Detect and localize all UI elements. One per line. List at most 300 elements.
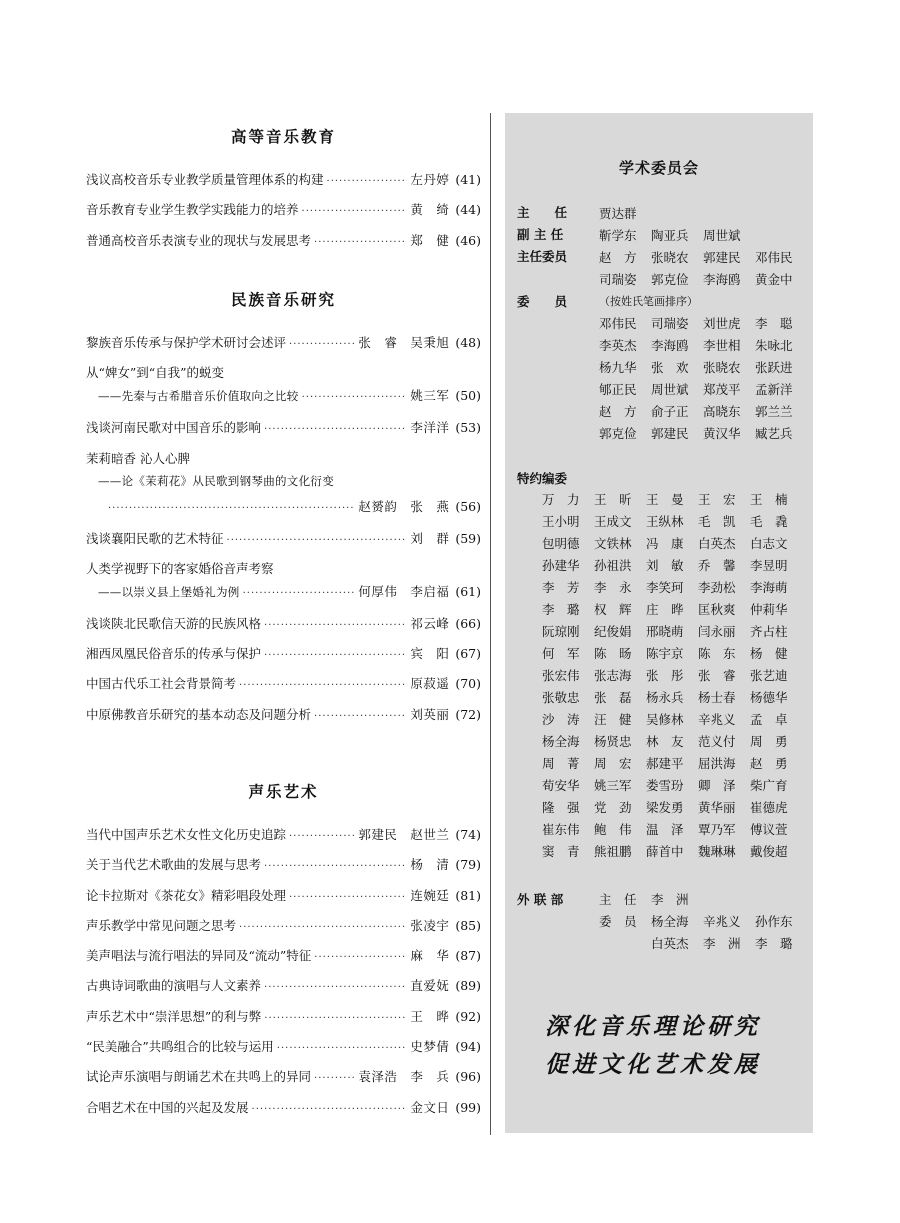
- person-name: 张 彤: [646, 668, 684, 683]
- academic-committee-panel: [505, 113, 813, 1133]
- person-name: 杨士春: [698, 690, 736, 705]
- person-name: 张 睿: [698, 668, 736, 683]
- toc-section: [86, 780, 481, 1128]
- name-row: [542, 489, 802, 511]
- toc-entry[interactable]: [86, 946, 481, 966]
- entry-page: (72): [455, 706, 481, 722]
- person-name: 李昱明: [750, 558, 788, 573]
- liaison-role: [599, 933, 651, 955]
- person-name: 靳学东: [599, 228, 637, 243]
- person-name: 郭建民: [651, 426, 689, 441]
- toc-entry-subtitle-line: [86, 582, 481, 602]
- leader-dots: [86, 501, 355, 517]
- person-name: 臧艺兵: [755, 426, 793, 441]
- person-name: 李海鸥: [703, 272, 741, 287]
- person-name: 姚三军: [594, 778, 632, 793]
- person-name: 林 友: [646, 734, 684, 749]
- toc-section: [86, 125, 481, 261]
- person-name: 傅议萱: [750, 822, 788, 837]
- role-label: 特约编委: [517, 471, 568, 486]
- leader-dots: [227, 533, 408, 549]
- entry-title: 浅谈河南民歌对中国音乐的影响: [86, 420, 262, 436]
- toc-entry[interactable]: [86, 1098, 481, 1118]
- name-row: [542, 621, 802, 643]
- leader-dots: [327, 174, 408, 190]
- person-name: 李 璐: [755, 936, 793, 951]
- toc-entry[interactable]: [86, 418, 481, 438]
- person-name: 周世斌: [651, 382, 689, 397]
- toc-entry[interactable]: [86, 333, 481, 353]
- entry-title: 茉莉暗香 沁人心脾: [86, 450, 190, 466]
- person-name: 万 力: [542, 492, 580, 507]
- toc-entry[interactable]: [86, 170, 481, 190]
- entry-page: (85): [455, 917, 481, 933]
- person-name: 李 永: [594, 580, 632, 595]
- entry-author: 郭建民 赵世兰: [358, 827, 450, 842]
- person-name: 魏琳琳: [698, 844, 736, 859]
- person-name: 司瑞姿: [599, 272, 637, 287]
- person-name: 陶亚兵: [651, 228, 689, 243]
- leader-dots: [243, 586, 356, 602]
- person-name: 何 军: [542, 646, 580, 661]
- members-row: [517, 291, 698, 313]
- entry-title: 音乐教育专业学生教学实践能力的培养: [86, 202, 299, 218]
- person-name: 王 昕: [594, 492, 632, 507]
- person-name: 庄 晔: [646, 602, 684, 617]
- person-name: 郑茂平: [703, 382, 741, 397]
- toc-entry[interactable]: [86, 1007, 481, 1027]
- toc-entry-subtitle-line: [86, 386, 481, 406]
- person-name: 陈 旸: [594, 646, 632, 661]
- name-row: [599, 357, 807, 379]
- toc-entry-subtitle-line: [86, 471, 481, 491]
- person-name: 柴广育: [750, 778, 788, 793]
- entry-title: 当代中国声乐艺术女性文化历史追踪: [86, 827, 287, 842]
- name-row: [542, 753, 802, 775]
- entry-author: 祁云峰: [410, 615, 450, 631]
- leader-dots: [314, 1071, 355, 1087]
- person-name: 齐占柱: [750, 624, 788, 639]
- entry-title: 普通高校音乐表演专业的现状与发展思考: [86, 232, 312, 248]
- person-name: 薛首中: [646, 844, 684, 859]
- person-name: 李 芳: [542, 580, 580, 595]
- name-row: [599, 335, 807, 357]
- person-name: 窦 青: [542, 844, 580, 859]
- entry-author: 姚三军: [410, 388, 450, 404]
- leader-dots: [289, 890, 407, 906]
- toc-entry[interactable]: [86, 886, 481, 906]
- person-name: 吴修林: [646, 712, 684, 727]
- person-name: 覃乃军: [698, 822, 736, 837]
- name-list: [599, 203, 809, 225]
- name-row: [599, 911, 807, 933]
- person-name: 权 辉: [594, 602, 632, 617]
- entry-title: 湘西凤凰民俗音乐的传承与保护: [86, 646, 262, 662]
- person-name: 李世相: [703, 338, 741, 353]
- entry-title: 浅议高校音乐专业教学质量管理体系的构建: [86, 172, 324, 187]
- entry-page: (56): [455, 498, 481, 514]
- entry-title: 声乐艺术中“崇洋思想”的利与弊: [86, 1008, 262, 1024]
- liaison-role: 委 员: [599, 914, 637, 929]
- name-row: [542, 555, 802, 577]
- person-name: 戴俊超: [750, 844, 788, 859]
- person-name: 王 楠: [750, 492, 788, 507]
- person-name: 崔东伟: [542, 822, 580, 837]
- entry-page: (92): [455, 1008, 481, 1024]
- section-title: 高等音乐教育: [230, 128, 336, 146]
- entry-page: (50): [455, 388, 481, 404]
- name-row: [599, 889, 807, 911]
- person-name: 赵 勇: [750, 756, 788, 771]
- person-name: 王成文: [594, 514, 632, 529]
- person-name: 刘 敏: [646, 558, 684, 573]
- name-row: [542, 709, 802, 731]
- person-name: 闫永丽: [698, 624, 736, 639]
- person-name: 郭兰兰: [755, 404, 793, 419]
- leader-dots: [239, 678, 407, 694]
- leader-dots: [302, 390, 408, 406]
- person-name: 张 欢: [651, 360, 689, 375]
- section-title: 声乐艺术: [248, 783, 319, 801]
- person-name: 张晓农: [703, 360, 741, 375]
- person-name: 李 洲: [703, 936, 741, 951]
- entry-author: 刘 群: [410, 530, 450, 546]
- toc-entry[interactable]: [86, 529, 481, 549]
- person-name: 李 洲: [651, 892, 689, 907]
- liaison-row: [517, 889, 599, 911]
- person-name: 白英杰: [651, 936, 689, 951]
- person-name: 梁发勇: [646, 800, 684, 815]
- leader-dots: [264, 648, 407, 664]
- person-name: 屈洪海: [698, 756, 736, 771]
- name-row: [599, 379, 807, 401]
- leader-dots: [302, 204, 408, 220]
- entry-title: 声乐教学中常见问题之思考: [86, 917, 237, 933]
- entry-page: (59): [455, 530, 481, 546]
- person-name: 朱咏北: [755, 338, 793, 353]
- name-row: [599, 933, 807, 955]
- person-name: 毛 凯: [698, 514, 736, 529]
- person-name: 赵 方: [599, 404, 637, 419]
- name-row: [542, 665, 802, 687]
- section-title: 民族音乐研究: [230, 291, 336, 309]
- toc-entry[interactable]: [86, 1067, 481, 1087]
- entry-author: 金文日: [410, 1099, 450, 1115]
- entry-subtitle: ——先秦与古希腊音乐价值取向之比较: [98, 389, 299, 404]
- name-row: [542, 841, 802, 863]
- toc-entry[interactable]: [86, 200, 481, 220]
- person-name: 杨永兵: [646, 690, 684, 705]
- leader-dots: [289, 829, 355, 845]
- person-name: 俞子正: [651, 404, 689, 419]
- entry-author: 史梦倩: [410, 1039, 450, 1055]
- person-name: 熊祖鹏: [594, 844, 632, 859]
- person-name: 贾达群: [599, 206, 637, 221]
- role-label: 主 任: [517, 205, 568, 220]
- name-row: [599, 423, 807, 445]
- person-name: 司瑞姿: [651, 316, 689, 331]
- person-name: 仲莉华: [750, 602, 788, 617]
- person-name: 范义付: [698, 734, 736, 749]
- person-name: 李海萌: [750, 580, 788, 595]
- person-name: 邢晓萌: [646, 624, 684, 639]
- entry-title: 试论声乐演唱与朗诵艺术在共鸣上的异同: [86, 1069, 312, 1085]
- person-name: 郝建平: [646, 756, 684, 771]
- role-label: 外 联 部: [517, 892, 564, 907]
- person-name: 郇正民: [599, 382, 637, 397]
- entry-title: 论卡拉斯对《茶花女》精彩唱段处理: [86, 887, 287, 903]
- name-row: [542, 775, 802, 797]
- person-name: 辛兆义: [703, 914, 741, 929]
- person-name: 李英杰: [599, 338, 637, 353]
- person-name: 娄雪玢: [646, 778, 684, 793]
- entry-page: (94): [455, 1039, 481, 1055]
- entry-page: (99): [455, 1099, 481, 1115]
- standing-members-row: [517, 247, 809, 291]
- person-name: 孙祖洪: [594, 558, 632, 573]
- person-name: 王 曼: [646, 492, 684, 507]
- entry-page: (70): [455, 676, 481, 692]
- leader-dots: [264, 422, 407, 438]
- entry-author: 李洋洋: [410, 420, 450, 436]
- leader-dots: [277, 1041, 408, 1057]
- leader-dots: [264, 980, 407, 996]
- person-name: 周 勇: [750, 734, 788, 749]
- person-name: 冯 康: [646, 536, 684, 551]
- entry-author: 麻 华: [410, 948, 450, 964]
- person-name: 张晓农: [651, 250, 689, 265]
- person-name: 郭克俭: [651, 272, 689, 287]
- person-name: 陈宇京: [646, 646, 684, 661]
- toc-entry[interactable]: [86, 705, 481, 725]
- entry-author: 黄 绮: [410, 202, 450, 218]
- ordering-note: （按姓氏笔画排序）: [599, 295, 698, 308]
- person-name: 李劲松: [698, 580, 736, 595]
- entry-page: (53): [455, 420, 481, 436]
- entry-author: 张 睿 吴秉旭: [358, 335, 450, 350]
- person-name: 孙建华: [542, 558, 580, 573]
- toc-entry[interactable]: [86, 916, 481, 936]
- person-name: 荀安华: [542, 778, 580, 793]
- person-name: 陈 东: [698, 646, 736, 661]
- slogan-line: 促进文化艺术发展: [545, 1052, 761, 1078]
- person-name: 乔 馨: [698, 558, 736, 573]
- person-name: 鲍 伟: [594, 822, 632, 837]
- entry-page: (41): [455, 172, 481, 187]
- toc-entry[interactable]: [86, 855, 481, 875]
- person-name: 邓伟民: [755, 250, 793, 265]
- person-name: 李笑珂: [646, 580, 684, 595]
- entry-page: (74): [455, 827, 481, 842]
- person-name: 党 劲: [594, 800, 632, 815]
- person-name: 黄汉华: [703, 426, 741, 441]
- toc-entry[interactable]: [86, 976, 481, 996]
- person-name: 匡秋爽: [698, 602, 736, 617]
- name-row: [542, 797, 802, 819]
- special-editors-row: [517, 468, 599, 490]
- person-name: 文铁林: [594, 536, 632, 551]
- leader-dots: [314, 709, 407, 725]
- leader-dots: [289, 337, 355, 353]
- entry-title: 浅谈陕北民歌信天游的民族风格: [86, 615, 262, 631]
- person-name: 杨德华: [750, 690, 788, 705]
- person-name: 黄金中: [755, 272, 793, 287]
- entry-title: 中原佛教音乐研究的基本动态及问题分析: [86, 706, 312, 722]
- column-divider: [490, 113, 491, 1135]
- person-name: 白英杰: [698, 536, 736, 551]
- name-list: [599, 247, 809, 291]
- person-name: 崔德虎: [750, 800, 788, 815]
- entry-author: 直爱妩: [410, 978, 450, 994]
- person-name: 温 泽: [646, 822, 684, 837]
- entry-page: (87): [455, 948, 481, 964]
- entry-author: 王 晔: [410, 1008, 450, 1024]
- entry-title: 人类学视野下的客家婚俗音声考察: [86, 560, 274, 576]
- entry-author: 张凌宇: [410, 917, 450, 933]
- entry-author: 袁泽浩 李 兵: [358, 1069, 450, 1085]
- entry-page: (66): [455, 615, 481, 631]
- person-name: 郭建民: [703, 250, 741, 265]
- name-row: [542, 533, 802, 555]
- toc-entry-title-line[interactable]: [86, 449, 481, 469]
- entry-page: (67): [455, 646, 481, 662]
- entry-author: 杨 清: [410, 857, 450, 873]
- person-name: 杨全海: [651, 914, 689, 929]
- entry-title: 合唱艺术在中国的兴起及发展: [86, 1099, 249, 1115]
- person-name: 孟新洋: [755, 382, 793, 397]
- leader-dots: [239, 920, 407, 936]
- entry-title: 古典诗词歌曲的演唱与人文素养: [86, 978, 262, 994]
- toc-entry[interactable]: [86, 231, 481, 251]
- person-name: 杨九华: [599, 360, 637, 375]
- person-name: 张跃进: [755, 360, 793, 375]
- entry-page: (44): [455, 202, 481, 218]
- entry-list: [86, 333, 481, 725]
- person-name: 郭克俭: [599, 426, 637, 441]
- special-editors-grid: [542, 489, 802, 863]
- name-row: [542, 599, 802, 621]
- name-row: [599, 401, 807, 423]
- entry-title: 美声唱法与流行唱法的异同及“流动”特征: [86, 948, 312, 964]
- toc-entry-title-line[interactable]: [86, 363, 481, 383]
- toc-entry-title-line[interactable]: [86, 559, 481, 579]
- entry-title: 中国古代乐工社会背景简考: [86, 676, 237, 692]
- toc-entry[interactable]: [86, 1037, 481, 1057]
- name-row: [542, 511, 802, 533]
- director-row: [517, 203, 809, 225]
- person-name: 李 璐: [542, 602, 580, 617]
- entry-list: [86, 825, 481, 1118]
- person-name: 赵 方: [599, 250, 637, 265]
- person-name: 阮琼刚: [542, 624, 580, 639]
- toc-entry[interactable]: [86, 825, 481, 845]
- person-name: 刘世虎: [703, 316, 741, 331]
- entry-author: 左丹婷: [410, 172, 450, 187]
- person-name: 李海鸥: [651, 338, 689, 353]
- name-row: [599, 313, 807, 335]
- person-name: 李 聪: [755, 316, 793, 331]
- leader-dots: [264, 1011, 407, 1027]
- role-label: 主任委员: [517, 249, 568, 264]
- person-name: 杨贤忠: [594, 734, 632, 749]
- person-name: 隆 强: [542, 800, 580, 815]
- person-name: 高晓东: [703, 404, 741, 419]
- entry-page: (48): [455, 335, 481, 350]
- toc-entry[interactable]: [86, 614, 481, 634]
- leader-dots: [264, 618, 407, 634]
- person-name: 卿 泽: [698, 778, 736, 793]
- name-row: [542, 687, 802, 709]
- toc-entry[interactable]: [86, 674, 481, 694]
- entry-author: 郑 健: [410, 232, 450, 248]
- entry-page: (79): [455, 857, 481, 873]
- entry-title: 黎族音乐传承与保护学术研讨会述评: [86, 335, 287, 350]
- person-name: 张 磊: [594, 690, 632, 705]
- person-name: 黄华丽: [698, 800, 736, 815]
- name-row: [542, 731, 802, 753]
- person-name: 杨全海: [542, 734, 580, 749]
- entry-author: 原菽遥: [410, 676, 450, 692]
- entry-title: “民美融合”共鸣组合的比较与运用: [86, 1039, 274, 1055]
- person-name: 汪 健: [594, 712, 632, 727]
- entry-author: 何厚伟 李启福: [358, 583, 450, 599]
- liaison-grid: [599, 889, 807, 955]
- committee-title: 学术委员会: [618, 159, 699, 177]
- person-name: 周世斌: [703, 228, 741, 243]
- person-name: 张艺迪: [750, 668, 788, 683]
- leader-dots: [314, 950, 407, 966]
- name-row: [542, 643, 802, 665]
- entry-author: 连婉廷: [410, 887, 450, 903]
- slogan-line: 深化音乐理论研究: [545, 1014, 761, 1040]
- person-name: 杨 健: [750, 646, 788, 661]
- name-list: [599, 225, 809, 247]
- entry-page: (81): [455, 887, 481, 903]
- leader-dots: [252, 1102, 408, 1118]
- entry-title: 从“婢女”到“自我”的蜕变: [86, 365, 225, 381]
- deputy-row: [517, 225, 809, 247]
- entry-author: 刘英丽: [410, 706, 450, 722]
- entry-subtitle: ——以崇义县上堡婚礼为例: [98, 584, 240, 599]
- person-name: 王小明: [542, 514, 580, 529]
- person-name: 王 宏: [698, 492, 736, 507]
- entry-page: (46): [455, 232, 481, 248]
- name-row: [542, 577, 802, 599]
- entry-title: 浅谈襄阳民歌的艺术特征: [86, 530, 224, 546]
- person-name: 孙作东: [755, 914, 793, 929]
- toc-entry[interactable]: [86, 644, 481, 664]
- person-name: 白志文: [750, 536, 788, 551]
- entry-subtitle: ——论《茉莉花》从民歌到钢琴曲的文化衍变: [98, 473, 334, 488]
- person-name: 邓伟民: [599, 316, 637, 331]
- person-name: 王纵林: [646, 514, 684, 529]
- person-name: 毛 毳: [750, 514, 788, 529]
- entry-author: 赵赟韵 张 燕: [358, 498, 450, 514]
- members-grid: [599, 313, 807, 445]
- person-name: 辛兆义: [698, 712, 736, 727]
- toc-section: [86, 288, 481, 735]
- person-name: 孟 卓: [750, 712, 788, 727]
- entry-page: (96): [455, 1069, 481, 1085]
- person-name: 纪俊娟: [594, 624, 632, 639]
- role-label: 委 员: [517, 294, 568, 309]
- liaison-role: 主 任: [599, 892, 637, 907]
- person-name: 包明德: [542, 536, 580, 551]
- name-row: [542, 819, 802, 841]
- entry-author: 宾 阳: [410, 646, 450, 662]
- person-name: 沙 涛: [542, 712, 580, 727]
- entry-page: (89): [455, 978, 481, 994]
